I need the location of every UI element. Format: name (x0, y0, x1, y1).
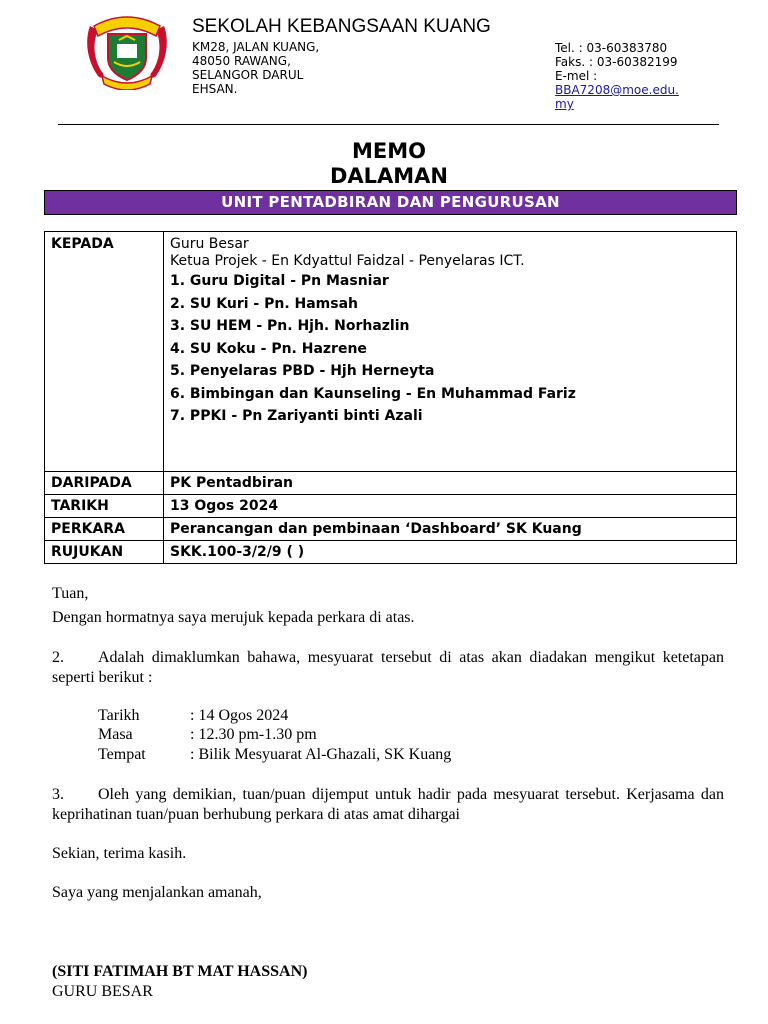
unit-banner: UNIT PENTADBIRAN DAN PENGURUSAN (44, 190, 737, 215)
memo-title-line2: DALAMAN (329, 164, 449, 188)
tel-number: Tel. : 03-60383780 (555, 41, 668, 55)
paragraph-text: Oleh yang demikian, tuan/puan dijemput untuk hadir pada mesyuarat tersebut. Kerjasama dan keprihatinan tuan/puan berhubung perkara di atas amat dihargai (52, 786, 724, 823)
address-line: SELANGOR DARUL (192, 68, 304, 82)
email-link-cont[interactable]: my (555, 97, 574, 111)
meeting-time (98, 725, 317, 745)
signatory-name: (SITI FATIMAH BT MAT HASSAN) (52, 963, 308, 980)
meeting-date (98, 706, 288, 726)
school-logo (84, 14, 170, 90)
recipient-item: 4. SU Koku - Pn. Hazrene (170, 340, 367, 357)
rujukan-row (45, 541, 737, 564)
school-address (192, 40, 319, 96)
recipient-item: 5. Penyelaras PBD - Hjh Herneyta (170, 363, 435, 379)
recipient-line: Guru Besar (170, 236, 249, 252)
opening-line: Dengan hormatnya saya merujuk kepada perkara di atas. (52, 609, 415, 626)
address-line: 48050 RAWANG, (192, 54, 291, 68)
recipient-item: 2. SU Kuri - Pn. Hamsah (170, 295, 359, 312)
email-link[interactable]: BBA7208@moe.edu. (555, 83, 679, 97)
recipient-item: 7. PPKI - Pn Zariyanti binti Azali (170, 408, 423, 424)
paragraph-3 (52, 785, 724, 825)
paragraph-2 (52, 648, 724, 688)
recipient-line: Ketua Projek - En Kdyattul Faidzal - Penyelaras ICT. (170, 253, 525, 269)
kepada-row (45, 232, 737, 472)
paragraph-number: 2. (52, 649, 64, 666)
contact-info (555, 41, 679, 111)
email-label: E-mel : (555, 69, 598, 83)
amanah-line: Saya yang menjalankan amanah, (52, 884, 262, 901)
fax-number: Faks. : 03-60382199 (555, 55, 678, 69)
meeting-key: Tarikh (98, 707, 140, 724)
closing-line: Sekian, terima kasih. (52, 845, 187, 862)
school-name: SEKOLAH KEBANGSAAN KUANG (192, 16, 491, 37)
rujukan-label: RUJUKAN (45, 541, 164, 564)
paragraph-number: 3. (52, 786, 64, 803)
salutation: Tuan, (52, 585, 89, 602)
daripada-row (45, 472, 737, 495)
meeting-value: : Bilik Mesyuarat Al-Ghazali, SK Kuang (190, 746, 452, 763)
recipient-item: 1. Guru Digital - Pn Masniar (170, 273, 389, 289)
signatory-position: GURU BESAR (52, 983, 153, 1000)
meeting-key: Masa (98, 726, 133, 743)
tarikh-label: TARIKH (45, 495, 164, 518)
meeting-key: Tempat (98, 746, 146, 763)
kepada-label: KEPADA (45, 232, 164, 472)
address-line: EHSAN. (192, 82, 238, 96)
perkara-row (45, 518, 737, 541)
rujukan-value: SKK.100-3/2/9 ( ) (164, 541, 737, 564)
address-line: KM28, JALAN KUANG, (192, 40, 320, 54)
meeting-value: : 14 Ogos 2024 (190, 707, 289, 724)
tarikh-value: 13 Ogos 2024 (164, 495, 737, 518)
memo-title-line1: MEMO (352, 139, 426, 163)
meeting-value: : 12.30 pm-1.30 pm (190, 726, 317, 743)
daripada-value: PK Pentadbiran (164, 472, 737, 495)
header-divider (58, 124, 719, 125)
memo-title (0, 139, 768, 189)
tarikh-row (45, 495, 737, 518)
paragraph-text: Adalah dimaklumkan bahawa, mesyuarat tersebut di atas akan diadakan mengikut ketetapan seperti berikut : (52, 649, 724, 686)
recipient-item: 6. Bimbingan dan Kaunseling - En Muhammad Fariz (170, 385, 576, 402)
kepada-value (164, 232, 737, 472)
meeting-venue (98, 745, 451, 765)
memo-details-table (44, 231, 737, 564)
perkara-value: Perancangan dan pembinaan ‘Dashboard’ SK Kuang (164, 518, 737, 541)
daripada-label: DARIPADA (45, 472, 164, 495)
recipient-item: 3. SU HEM - Pn. Hjh. Norhazlin (170, 318, 410, 334)
perkara-label: PERKARA (45, 518, 164, 541)
